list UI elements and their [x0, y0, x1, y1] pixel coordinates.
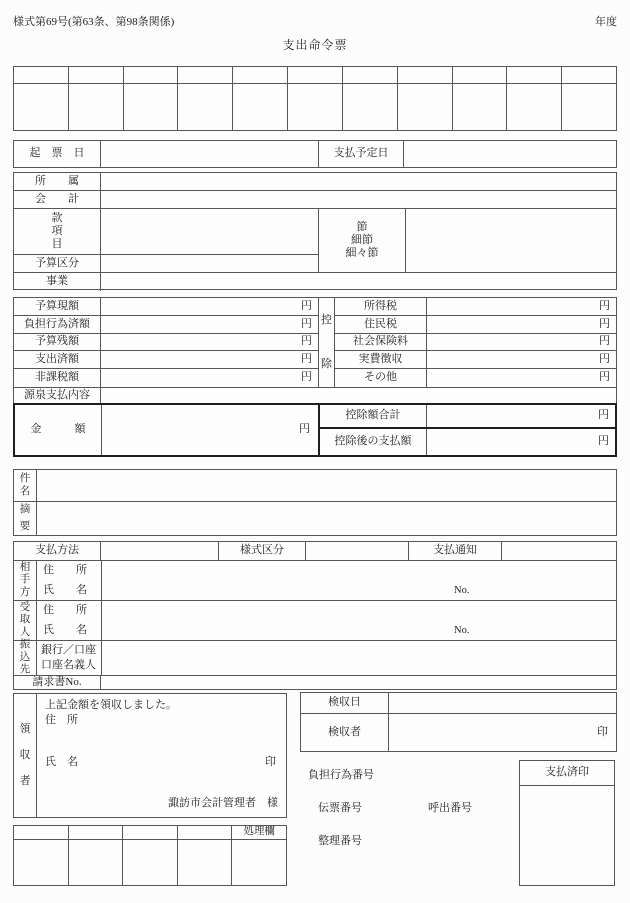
- processing-cell: [14, 840, 69, 885]
- receipt-address-label: 住 所: [45, 714, 78, 726]
- obligation-number-label: 負担行為番号: [308, 769, 374, 781]
- processing-cell: [14, 826, 69, 839]
- processing-cell: [69, 826, 124, 839]
- inspection-table: [300, 692, 617, 752]
- recipient-value: [102, 601, 616, 640]
- code-grid-cell: [69, 84, 124, 131]
- code-grid-cell: [453, 84, 508, 131]
- deduction-row-value: 円: [427, 316, 616, 334]
- project-label: 事業: [14, 273, 101, 291]
- payment-method-label: 支払方法: [14, 542, 101, 560]
- transfer-destination-value: [102, 641, 616, 675]
- transfer-destination-label: 振 込 先: [14, 641, 37, 675]
- deduction-row-label: 実費徴収: [335, 351, 426, 369]
- form-number: 様式第69号(第63条、第98条関係): [13, 16, 175, 28]
- withholding-value: [101, 388, 616, 403]
- paid-seal-label: 支払済印: [520, 761, 614, 786]
- code-grid-cell: [398, 67, 453, 83]
- fiscal-year-label: 年度: [595, 16, 617, 28]
- counterparty-address-label: 住 所: [43, 564, 87, 576]
- affiliation-label: 所 属: [14, 173, 101, 190]
- code-grid-cell: [453, 67, 508, 83]
- code-grid-cell: [507, 84, 562, 131]
- receipt-addressee: 諏訪市会計管理者 様: [168, 796, 278, 809]
- dates-row: [13, 140, 617, 168]
- after-deduction-label: 控除後の支払額: [320, 429, 427, 455]
- subject-label: 件 名: [14, 470, 37, 501]
- code-grid-cell: [178, 84, 233, 131]
- remarks-value: [37, 502, 616, 536]
- code-grid-cell: [124, 84, 179, 131]
- kan-ko-moku-label: 款 項 目: [14, 209, 100, 255]
- payment-due-date-value: [404, 141, 616, 167]
- account-value: [101, 191, 616, 208]
- reference-number-label: 整理番号: [318, 835, 362, 847]
- budget-row-label: 負担行為済額: [14, 316, 100, 334]
- budget-row-value: 円: [101, 334, 318, 352]
- deduction-row-label: 住民税: [335, 316, 426, 334]
- paid-seal-box: [519, 760, 615, 886]
- deduction-vertical-label: 控 除: [319, 298, 335, 387]
- subject-table: [13, 469, 617, 536]
- recipient-label: 受 取 人: [14, 601, 37, 640]
- deduction-row-label: 所得税: [335, 298, 426, 316]
- subject-value: [37, 470, 616, 501]
- deduction-row-label: その他: [364, 371, 397, 384]
- counterparty-no-label: No.: [454, 585, 470, 597]
- receipt-statement: 上記金額を領収しました。: [45, 699, 177, 711]
- issue-date-label: 起 票 日: [14, 141, 101, 167]
- processing-cell: [69, 840, 124, 885]
- budget-row-label: 予算残額: [14, 334, 100, 352]
- invoice-no-value: [101, 676, 616, 689]
- inspector-seal-label: 印: [597, 725, 608, 738]
- recipient-address-label: 住 所: [43, 604, 87, 616]
- payment-due-date-label: 支払予定日: [319, 141, 404, 167]
- bank-account-label: 銀行／口座: [41, 644, 96, 656]
- code-grid-cell: [124, 67, 179, 83]
- receiver-label: 領 収 者: [14, 694, 37, 817]
- counterparty-label: 相 手 方: [14, 561, 37, 600]
- code-grid-cell: [233, 67, 288, 83]
- counterparty-value: [102, 561, 616, 600]
- receipt-seal-label: 印: [265, 756, 276, 768]
- setsu-value: [406, 209, 616, 272]
- counterparty-name-label: 氏 名: [43, 583, 87, 596]
- code-grid-cell: [69, 67, 124, 83]
- setsu-label: 節 細節 細々節: [319, 209, 406, 272]
- processing-cell: [232, 840, 286, 885]
- budget-category-value: [101, 255, 318, 272]
- amount-block: [13, 403, 617, 457]
- payment-notice-value: [502, 542, 616, 560]
- remarks-label: 摘 要: [14, 502, 37, 536]
- kan-ko-moku-value: [101, 209, 318, 255]
- withholding-label: 源泉支払内容: [14, 388, 101, 403]
- payment-notice-label: 支払通知: [409, 542, 502, 560]
- code-grid-cell: [343, 84, 398, 131]
- inspection-date-value: [389, 693, 616, 713]
- call-number-label: 呼出番号: [428, 802, 472, 814]
- deduction-row-value: 円: [427, 351, 616, 369]
- deduction-total-value: 円: [598, 409, 609, 422]
- budget-row-label: 非課税額: [35, 371, 79, 384]
- classification-table: [13, 172, 617, 290]
- deduction-total-label: 控除額合計: [320, 405, 427, 427]
- processing-cell: [178, 826, 233, 839]
- code-grid-cell: [398, 84, 453, 131]
- style-category-value: [306, 542, 409, 560]
- code-grid-cell: [14, 67, 69, 83]
- page-title: 支出命令票: [282, 38, 348, 52]
- processing-table: [13, 825, 287, 886]
- recipient-name-label: 氏 名: [43, 623, 87, 636]
- after-deduction-value: 円: [598, 435, 609, 448]
- processing-cell: [123, 840, 178, 885]
- affiliation-value: [101, 173, 616, 190]
- budget-category-label: 予算区分: [35, 256, 79, 269]
- deduction-row-value: 円: [427, 298, 616, 316]
- payment-method-value: [101, 542, 219, 560]
- account-holder-label: 口座名義人: [41, 658, 96, 671]
- receipt-box: [13, 693, 287, 818]
- code-grid-cell: [562, 84, 616, 131]
- budget-row-label: 支出済額: [14, 351, 100, 369]
- payment-table: [13, 541, 617, 690]
- amount-value: 円: [102, 405, 320, 455]
- recipient-no-label: No.: [454, 625, 470, 637]
- budget-row-value: 円: [101, 298, 318, 316]
- inspection-date-label: 検収日: [301, 693, 389, 713]
- code-grid-cell: [343, 67, 398, 83]
- code-grid-cell: [233, 84, 288, 131]
- code-grid-cell: [562, 67, 616, 83]
- code-grid-cell: [178, 67, 233, 83]
- code-grid-cell: [14, 84, 69, 131]
- budget-row-value: 円: [101, 351, 318, 369]
- code-grid: [13, 66, 617, 131]
- deduction-row-value: 円: [427, 334, 616, 352]
- processing-cell: [123, 826, 178, 839]
- processing-column-label: 処理欄: [243, 826, 275, 838]
- inspector-label: 検収者: [301, 714, 389, 751]
- budget-table: [13, 297, 617, 403]
- budget-row-value: 円: [101, 316, 318, 334]
- invoice-no-label: 請求書No.: [14, 676, 101, 689]
- amount-label: 金 額: [15, 405, 102, 455]
- processing-cell: [178, 840, 233, 885]
- issue-date-value: [101, 141, 319, 167]
- code-grid-cell: [288, 84, 343, 131]
- account-label: 会 計: [14, 191, 101, 208]
- receipt-name-label: 氏 名: [45, 756, 78, 768]
- slip-number-label: 伝票番号: [318, 802, 362, 814]
- code-grid-cell: [288, 67, 343, 83]
- budget-row-value: 円: [301, 371, 312, 384]
- budget-row-label: 予算現額: [14, 298, 100, 316]
- deduction-row-label: 社会保険料: [335, 334, 426, 352]
- project-value: [101, 273, 616, 291]
- deduction-row-value: 円: [599, 371, 610, 384]
- code-grid-cell: [507, 67, 562, 83]
- style-category-label: 様式区分: [219, 542, 306, 560]
